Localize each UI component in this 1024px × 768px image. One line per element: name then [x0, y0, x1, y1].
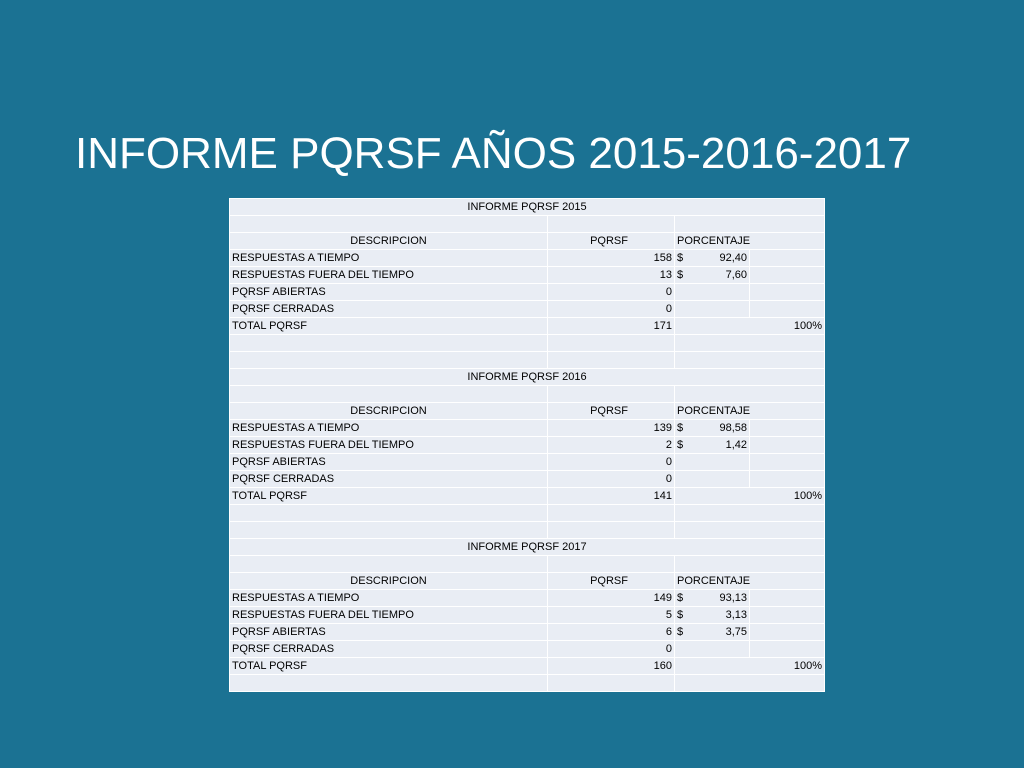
- empty-cell: [750, 454, 825, 471]
- empty-cell: [750, 301, 825, 318]
- total-count: 141: [548, 488, 675, 505]
- row-label: RESPUESTAS FUERA DEL TIEMPO: [230, 607, 548, 624]
- blank-cell: [675, 675, 825, 692]
- row-label: PQRSF CERRADAS: [230, 471, 548, 488]
- total-row: [230, 318, 825, 335]
- total-row: [230, 658, 825, 675]
- row-count: 0: [548, 284, 675, 301]
- table-row: [230, 437, 825, 454]
- blank-cell: [548, 335, 675, 352]
- blank-cell: [548, 522, 675, 539]
- header-pqrsf: PQRSF: [548, 233, 675, 250]
- percentage-value: 92,40: [719, 252, 747, 264]
- percentage-value: 3,75: [725, 626, 747, 638]
- row-count: 5: [548, 607, 675, 624]
- row-label: PQRSF ABIERTAS: [230, 284, 548, 301]
- currency-symbol: $: [677, 609, 684, 621]
- currency-symbol: $: [677, 269, 684, 281]
- section-title: INFORME PQRSF 2015: [230, 199, 825, 216]
- header-porcentaje: PORCENTAJE: [675, 573, 825, 590]
- total-count: 171: [548, 318, 675, 335]
- blank-row: [230, 522, 825, 539]
- empty-cell: [750, 284, 825, 301]
- row-percentage: [675, 250, 750, 267]
- blank-cell: [675, 335, 825, 352]
- empty-cell: [750, 420, 825, 437]
- empty-cell: [750, 624, 825, 641]
- row-count: 149: [548, 590, 675, 607]
- header-pqrsf: PQRSF: [548, 573, 675, 590]
- row-count: 2: [548, 437, 675, 454]
- blank-row: [230, 675, 825, 692]
- row-label: PQRSF CERRADAS: [230, 641, 548, 658]
- table-row: [230, 590, 825, 607]
- percentage-value: 93,13: [719, 592, 747, 604]
- row-percentage: [675, 267, 750, 284]
- total-percentage: 100%: [675, 488, 825, 505]
- total-row: [230, 488, 825, 505]
- blank-cell: [548, 352, 675, 369]
- row-percentage: [675, 301, 750, 318]
- blank-cell: [548, 675, 675, 692]
- blank-cell: [230, 335, 548, 352]
- percentage-value: 1,42: [725, 439, 747, 451]
- row-percentage: [675, 641, 750, 658]
- total-count: 160: [548, 658, 675, 675]
- blank-cell: [675, 556, 825, 573]
- header-row: [230, 233, 825, 250]
- header-porcentaje: PORCENTAJE: [675, 233, 825, 250]
- header-pqrsf: PQRSF: [548, 403, 675, 420]
- row-count: 6: [548, 624, 675, 641]
- percentage-value: 98,58: [719, 422, 747, 434]
- empty-cell: [750, 607, 825, 624]
- row-count: 0: [548, 641, 675, 658]
- row-percentage: [675, 454, 750, 471]
- percentage-value: 3,13: [725, 609, 747, 621]
- header-descripcion: DESCRIPCION: [230, 573, 548, 590]
- empty-cell: [750, 267, 825, 284]
- table-row: [230, 607, 825, 624]
- row-count: 0: [548, 471, 675, 488]
- row-percentage: [675, 420, 750, 437]
- header-row: [230, 403, 825, 420]
- row-percentage: [675, 624, 750, 641]
- table-row: [230, 420, 825, 437]
- percentage-value: 7,60: [725, 269, 747, 281]
- row-label: RESPUESTAS A TIEMPO: [230, 250, 548, 267]
- blank-cell: [230, 216, 548, 233]
- blank-row: [230, 505, 825, 522]
- blank-cell: [675, 386, 825, 403]
- section-title-row: [230, 369, 825, 386]
- blank-cell: [548, 216, 675, 233]
- section-title-row: [230, 539, 825, 556]
- table-row: [230, 250, 825, 267]
- row-percentage: [675, 607, 750, 624]
- table-row: [230, 454, 825, 471]
- blank-row: [230, 216, 825, 233]
- pqrsf-report-table: [229, 198, 825, 692]
- currency-symbol: $: [677, 626, 684, 638]
- blank-row: [230, 556, 825, 573]
- blank-cell: [230, 505, 548, 522]
- slide-title: INFORME PQRSF AÑOS 2015-2016-2017: [75, 129, 912, 178]
- row-label: RESPUESTAS FUERA DEL TIEMPO: [230, 437, 548, 454]
- blank-cell: [675, 522, 825, 539]
- blank-cell: [675, 216, 825, 233]
- table-row: [230, 301, 825, 318]
- blank-cell: [548, 505, 675, 522]
- currency-symbol: $: [677, 592, 684, 604]
- row-label: RESPUESTAS FUERA DEL TIEMPO: [230, 267, 548, 284]
- row-count: 0: [548, 454, 675, 471]
- total-label: TOTAL PQRSF: [230, 658, 548, 675]
- header-descripcion: DESCRIPCION: [230, 403, 548, 420]
- row-percentage: [675, 284, 750, 301]
- table-row: [230, 284, 825, 301]
- row-label: PQRSF ABIERTAS: [230, 624, 548, 641]
- row-label: PQRSF CERRADAS: [230, 301, 548, 318]
- blank-row: [230, 386, 825, 403]
- currency-symbol: $: [677, 422, 684, 434]
- total-label: TOTAL PQRSF: [230, 488, 548, 505]
- row-label: PQRSF ABIERTAS: [230, 454, 548, 471]
- blank-row: [230, 335, 825, 352]
- empty-cell: [750, 471, 825, 488]
- table-row: [230, 641, 825, 658]
- total-percentage: 100%: [675, 318, 825, 335]
- currency-symbol: $: [677, 439, 684, 451]
- empty-cell: [750, 590, 825, 607]
- empty-cell: [750, 250, 825, 267]
- header-descripcion: DESCRIPCION: [230, 233, 548, 250]
- row-label: RESPUESTAS A TIEMPO: [230, 590, 548, 607]
- total-percentage: 100%: [675, 658, 825, 675]
- row-count: 13: [548, 267, 675, 284]
- total-label: TOTAL PQRSF: [230, 318, 548, 335]
- blank-cell: [548, 386, 675, 403]
- row-percentage: [675, 437, 750, 454]
- table-row: [230, 624, 825, 641]
- row-count: 158: [548, 250, 675, 267]
- empty-cell: [750, 641, 825, 658]
- blank-cell: [230, 352, 548, 369]
- section-title: INFORME PQRSF 2016: [230, 369, 825, 386]
- row-count: 0: [548, 301, 675, 318]
- section-title-row: [230, 199, 825, 216]
- section-title: INFORME PQRSF 2017: [230, 539, 825, 556]
- blank-cell: [675, 505, 825, 522]
- header-row: [230, 573, 825, 590]
- currency-symbol: $: [677, 252, 684, 264]
- blank-cell: [230, 556, 548, 573]
- blank-row: [230, 352, 825, 369]
- table-row: [230, 267, 825, 284]
- row-count: 139: [548, 420, 675, 437]
- row-label: RESPUESTAS A TIEMPO: [230, 420, 548, 437]
- blank-cell: [230, 675, 548, 692]
- row-percentage: [675, 471, 750, 488]
- blank-cell: [548, 556, 675, 573]
- blank-cell: [230, 386, 548, 403]
- empty-cell: [750, 437, 825, 454]
- blank-cell: [675, 352, 825, 369]
- row-percentage: [675, 590, 750, 607]
- blank-cell: [230, 522, 548, 539]
- table-row: [230, 471, 825, 488]
- header-porcentaje: PORCENTAJE: [675, 403, 825, 420]
